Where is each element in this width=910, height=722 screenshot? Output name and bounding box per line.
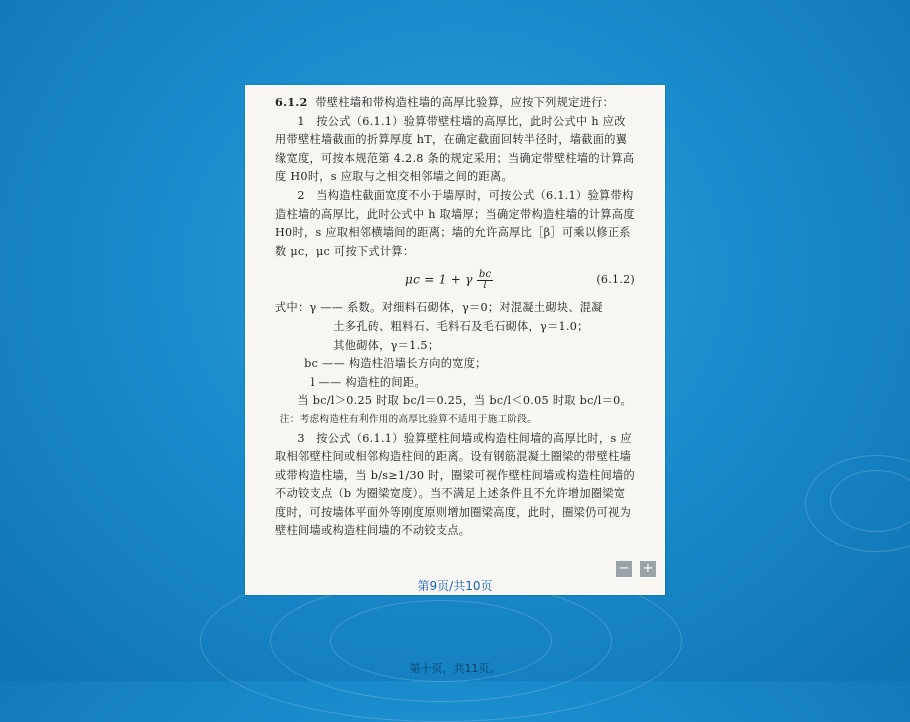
formula-fraction (477, 269, 494, 291)
formula-row (275, 261, 635, 299)
formula-number: (6.1.2) (596, 273, 635, 287)
where-line-3: 其他砌体，γ＝1.5； (333, 338, 440, 352)
section-number: 6.1.2 (275, 95, 308, 109)
paragraph-3: 3 按公式（6.1.1）验算壁柱间墙或构造柱间墙的高厚比时，s 应取相邻壁柱间或相邻构造柱间的距离。设有钢筋混凝土圈梁的带壁柱墙或带构造柱墙，当 b/s≥1/30 时，圈梁可视作壁柱间墙或构造柱间墙的不动铰支点（b 为圈梁宽度）。当不满足上述条件且不允许增加圈梁宽度时，可按墙体平面外等刚度原则增加圈梁高度，此时，圈梁仍可视为壁柱间墙或构造柱间墙的不动铰支点。 (275, 431, 635, 538)
zoom-out-button[interactable]: − (616, 561, 632, 577)
document-page (245, 85, 665, 595)
formula-lhs: μc = 1 + γ (405, 272, 473, 287)
page-counter: 第9页/共10页 (417, 579, 493, 593)
paragraph-2: 2 当构造柱截面宽度不小于墙厚时，可按公式（6.1.1）验算带构造柱墙的高厚比，此时公式中 h 取墙厚；当确定带构造柱墙的计算高度 H0时，s 应取相邻横墙间的距离；墙的允许高厚比［β］可乘以修正系数 μc，μc 可按下式计算： (275, 188, 635, 258)
paragraph-1: 1 按公式（6.1.1）验算带壁柱墙的高厚比，此时公式中 h 应改用带壁柱墙截面的折算厚度 hT，在确定截面回转半径时，墙截面的翼缘宽度，可按本规范第 4.2.8 条的规定采用；当确定带壁柱墙的计算高度 H0时，s 应取与之相交相邻墙之间的距离。 (275, 114, 635, 184)
ripple-decoration (805, 455, 910, 552)
where-line-1: 式中：γ —— 系数。对细料石砌体，γ＝0；对混凝土砌块、混凝 (275, 301, 603, 315)
section-title: 带壁柱墙和带构造柱墙的高厚比验算，应按下列规定进行： (315, 96, 615, 109)
section-heading (275, 93, 635, 113)
footer-page-text: 第十页，共11页。 (409, 662, 501, 675)
document-text (275, 93, 635, 541)
condition-line: 当 bc/l＞0.25 时取 bc/l＝0.25，当 bc/l＜0.05 时取 bc/l＝0。 (297, 394, 633, 408)
where-line-2: 土多孔砖、粗料石、毛料石及毛石砌体，γ＝1.0； (333, 319, 589, 333)
note-line: 注：考虑构造柱有利作用的高厚比验算不适用于施工阶段。 (279, 413, 538, 425)
where-line-5: l —— 构造柱的间距。 (310, 375, 426, 389)
zoom-in-button[interactable]: + (640, 561, 656, 577)
where-line-4: bc —— 构造柱沿墙长方向的宽度； (304, 357, 487, 371)
formula (405, 269, 493, 291)
formula-denominator: l (483, 280, 487, 292)
formula-numerator: bc (478, 269, 492, 281)
